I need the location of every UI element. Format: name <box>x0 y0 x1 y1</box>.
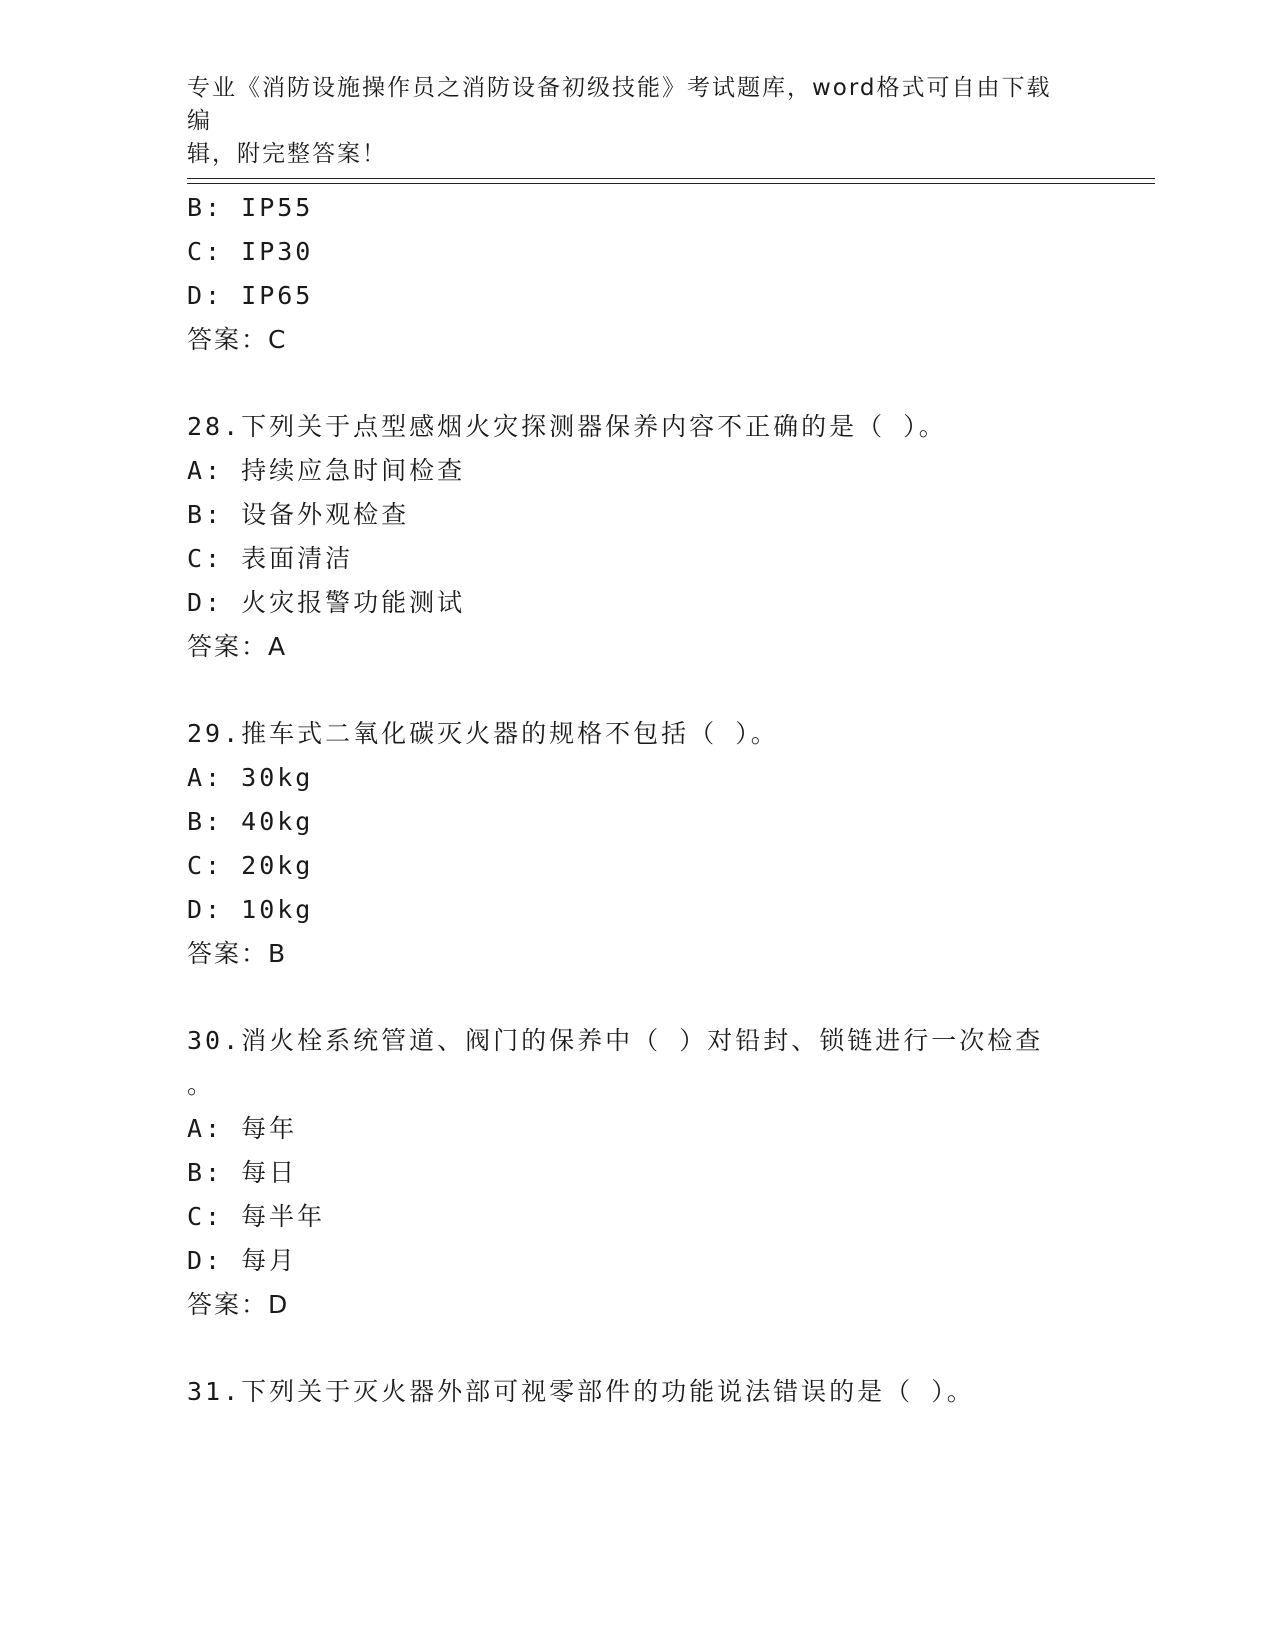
option-a: A: 30kg <box>187 763 314 792</box>
answer: 答案：B <box>187 939 288 968</box>
option-c: C: IP30 <box>187 237 314 266</box>
option-a: A: 每年 <box>187 1114 298 1143</box>
question-stem: 31.下列关于灭火器外部可视零部件的功能说法错误的是（ ）。 <box>187 1377 975 1406</box>
document-header <box>187 72 1067 171</box>
option-b: B: 每日 <box>187 1158 298 1187</box>
option-d: D: 火灾报警功能测试 <box>187 588 466 617</box>
option-c: C: 表面清洁 <box>187 544 354 573</box>
answer: 答案：D <box>187 1290 290 1319</box>
option-a: A: 持续应急时间检查 <box>187 456 466 485</box>
question-stem-continuation: 。 <box>187 1070 216 1099</box>
header-line-2: 辑，附完整答案！ <box>187 141 387 167</box>
option-d: D: 10kg <box>187 895 314 924</box>
option-b: B: IP55 <box>187 193 314 222</box>
question-stem: 29.推车式二氧化碳灭火器的规格不包括（ ）。 <box>187 719 779 748</box>
option-d: D: IP65 <box>187 281 314 310</box>
answer: 答案：C <box>187 325 288 354</box>
answer: 答案：A <box>187 632 288 661</box>
option-c: C: 20kg <box>187 851 314 880</box>
question-stem: 30.消火栓系统管道、阀门的保养中（ ）对铅封、锁链进行一次检查 <box>187 1026 1044 1055</box>
option-d: D: 每月 <box>187 1246 298 1275</box>
header-divider-top <box>187 178 1155 179</box>
option-c: C: 每半年 <box>187 1202 326 1231</box>
option-b: B: 40kg <box>187 807 314 836</box>
header-divider-bottom <box>187 183 1155 184</box>
option-b: B: 设备外观检查 <box>187 500 410 529</box>
header-line-1: 专业《消防设施操作员之消防设备初级技能》考试题库，word格式可自由下载编 <box>187 75 1052 134</box>
question-stem: 28.下列关于点型感烟火灾探测器保养内容不正确的是（ ）。 <box>187 412 947 441</box>
